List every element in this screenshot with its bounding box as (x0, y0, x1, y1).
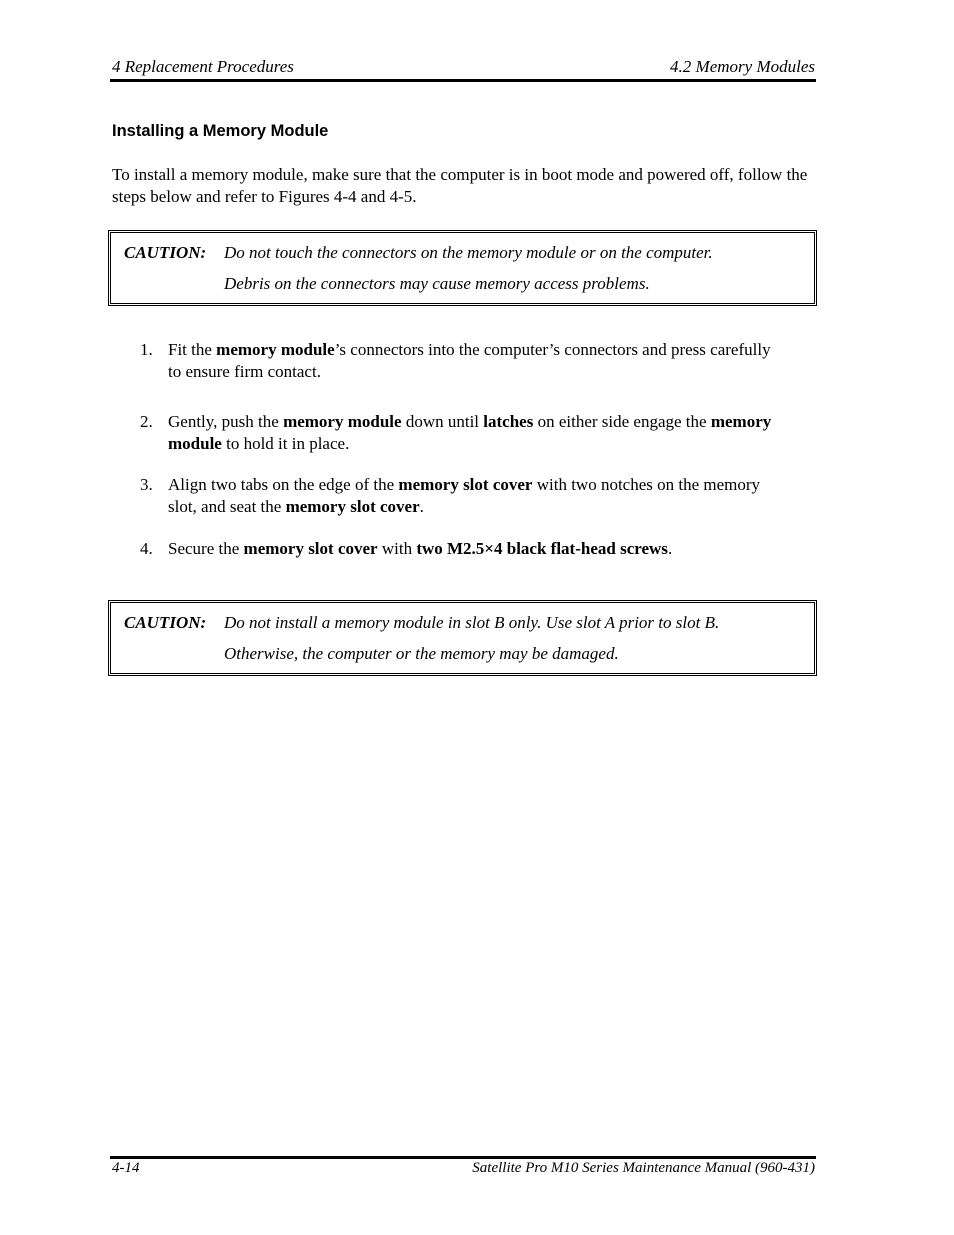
caution-label: CAUTION: (124, 613, 207, 632)
caution-label: CAUTION: (124, 243, 207, 262)
caution-box-connectors (108, 230, 817, 306)
intro-paragraph: To install a memory module, make sure that the computer is in boot mode and powered off, follow the steps below and refer to Figures 4-4 and 4-5. (112, 165, 808, 206)
footer-rule (110, 1156, 816, 1159)
caution-text-line1: Do not touch the connectors on the memory module or on the computer. (224, 243, 713, 262)
caution-box-slot-order (108, 600, 817, 676)
section-title: Installing a Memory Module (112, 122, 329, 140)
step-number: 1. (140, 340, 153, 359)
footer-page-number: 4-14 (112, 1160, 140, 1176)
step-text: Fit the memory module’s connectors into the computer’s connectors and press carefully to ensure firm contact. (168, 340, 771, 381)
step-text: Gently, push the memory module down until latches on either side engage the memory module to hold it in place. (168, 412, 772, 453)
caution-text-line1: Do not install a memory module in slot B only. Use slot A prior to slot B. (224, 613, 720, 632)
step-text: Align two tabs on the edge of the memory slot cover with two notches on the memory slot, and seat the memory slot cover. (168, 475, 761, 516)
footer-manual-title: Satellite Pro M10 Series Maintenance Manual (960-431) (472, 1160, 815, 1176)
step-number: 3. (140, 475, 153, 494)
page-header (112, 57, 815, 79)
page-footer (112, 1160, 815, 1180)
caution-text-line2: Otherwise, the computer or the memory may be damaged. (224, 644, 619, 663)
step-number: 4. (140, 539, 153, 558)
header-section: 4.2 Memory Modules (670, 57, 815, 76)
header-rule (110, 79, 816, 82)
step-text: Secure the memory slot cover with two M2.5×4 black flat-head screws. (168, 539, 673, 558)
header-chapter: 4 Replacement Procedures (112, 57, 294, 76)
step-number: 2. (140, 412, 153, 431)
caution-text-line2: Debris on the connectors may cause memory access problems. (224, 274, 650, 293)
